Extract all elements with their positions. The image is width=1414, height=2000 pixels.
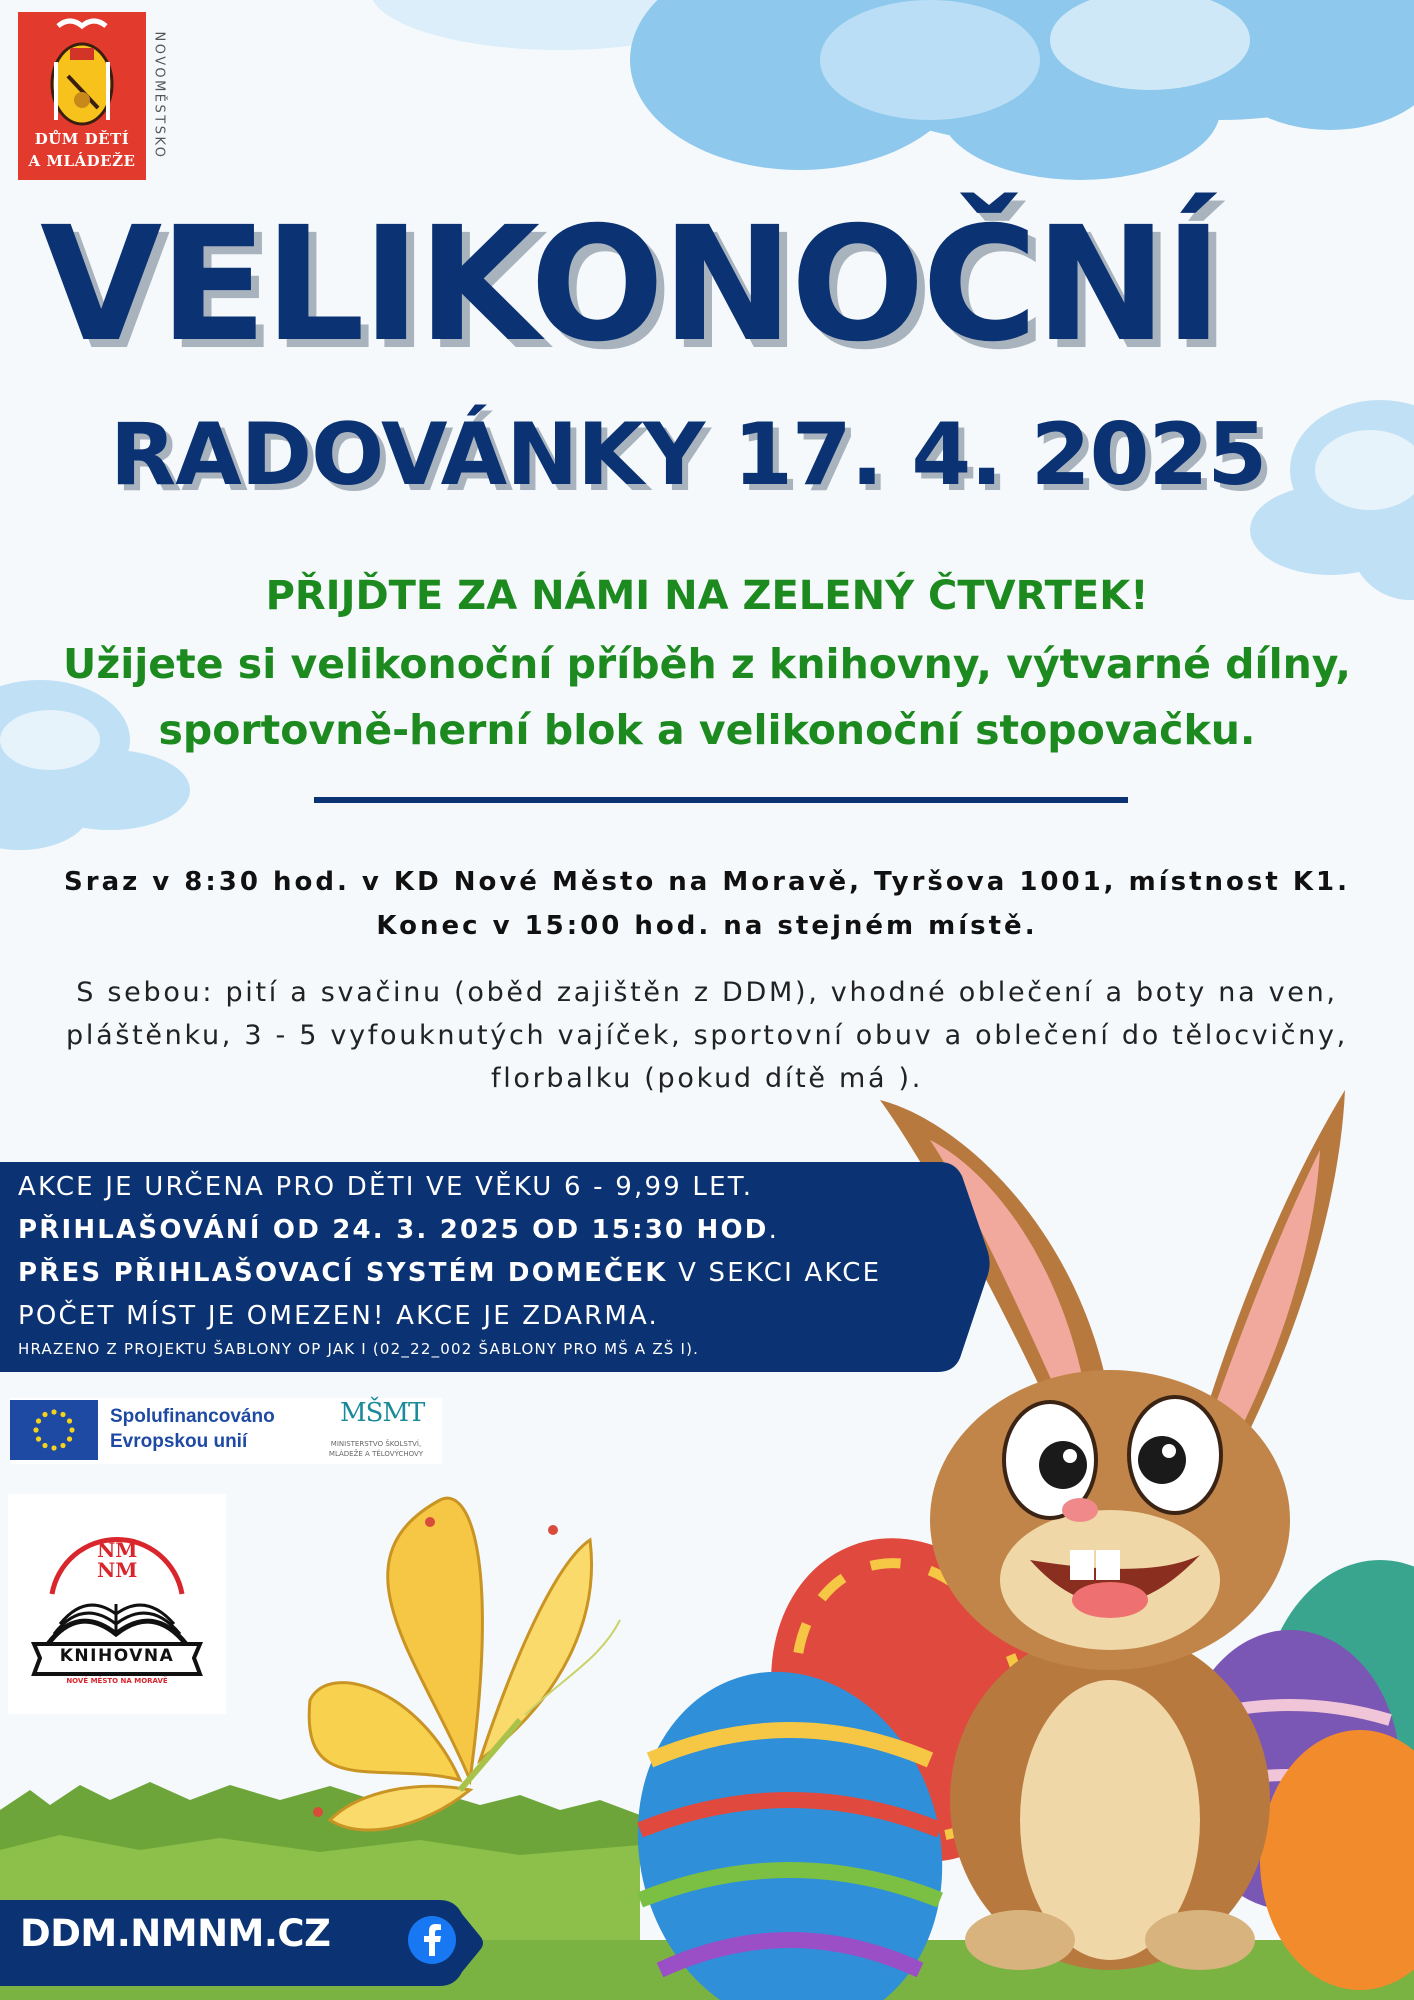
logo-line-2: A MLÁDEŽE (28, 152, 136, 170)
age-info: AKCE JE URČENA PRO DĚTI VE VĚKU 6 - 9,99 LET. (18, 1172, 754, 1202)
bring-line-3: florbalku (pokud dítě má ). (490, 1063, 923, 1094)
msmt-logo (310, 1398, 442, 1464)
msmt-line-1: MINISTERSTVO ŠKOLSTVÍ, (330, 1440, 422, 1448)
capacity-info: POČET MÍST JE OMEZEN! AKCE JE ZDARMA. (18, 1301, 659, 1331)
meeting-line-1: Sraz v 8:30 hod. v KD Nové Město na Moravě, Tyršova 1001, místnost K1. (64, 867, 1350, 897)
facebook-icon[interactable] (408, 1916, 456, 1964)
meeting-line-2: Konec v 15:00 hod. na stejném místě. (376, 911, 1038, 941)
top-cloud (370, 0, 1414, 180)
library-city: NOVÉ MĚSTO NA MORAVĚ (66, 1677, 168, 1685)
bring-line-1: S sebou: pití a svačinu (oběd zajištěn z DDM), vhodné oblečení a boty na ven, (76, 977, 1338, 1008)
registration-period: . (768, 1215, 780, 1245)
msmt-line-2: MLÁDEŽE A TĚLOVÝCHOVY (328, 1450, 424, 1458)
registration-system-name: PŘES PŘIHLAŠOVACÍ SYSTÉM DOMEČEK (18, 1258, 668, 1288)
library-mark: NM NM (97, 1538, 138, 1582)
library-logo (8, 1494, 226, 1714)
eu-flag-icon (10, 1400, 98, 1460)
invite-headline: PŘIJĎTE ZA NÁMI NA ZELENÝ ČTVRTEK! (265, 573, 1149, 619)
coat-of-arms-icon (18, 12, 146, 130)
registration-info (18, 1215, 779, 1245)
funding-note: HRAZENO Z PROJEKTU ŠABLONY OP JAK I (02_22_002 ŠABLONY PRO MŠ A ZŠ I). (18, 1340, 700, 1358)
eu-text-line-1: Spolufinancováno (110, 1406, 275, 1427)
divider (314, 797, 1128, 803)
page-title: VELIKONOČNÍ (40, 193, 1220, 377)
page-subtitle: RADOVÁNKY 17. 4. 2025 (110, 405, 1267, 505)
funding-logos (10, 1398, 442, 1464)
butterfly (309, 1498, 620, 1830)
website-link[interactable]: DDM.NMNM.CZ (20, 1912, 331, 1955)
registration-system-section: V SEKCI AKCE (667, 1258, 882, 1288)
logo-vertical-text-wrap (144, 14, 166, 184)
ddm-logo (18, 12, 146, 180)
msmt-mark: MŠMT (340, 1398, 425, 1428)
library-name: KNIHOVNA (59, 1646, 175, 1666)
eu-cofunding-text (110, 1404, 275, 1454)
registration-system (18, 1258, 881, 1288)
program-line-2: sportovně-herní blok a velikonoční stopovačku. (158, 706, 1256, 754)
logo-line-1: DŮM DĚTÍ (34, 130, 130, 148)
logo-vertical-text: NOVOMĚSTSKO (151, 31, 167, 160)
registration-date: PŘIHLAŠOVÁNÍ OD 24. 3. 2025 OD 15:30 HOD (18, 1215, 769, 1245)
program-line-1: Užijete si velikonoční příběh z knihovny, výtvarné dílny, (63, 640, 1351, 688)
bring-line-2: pláštěnku, 3 - 5 vyfouknutých vajíček, sportovní obuv a oblečení do tělocvičny, (66, 1020, 1348, 1051)
eu-text-line-2: Evropskou unií (110, 1431, 248, 1452)
